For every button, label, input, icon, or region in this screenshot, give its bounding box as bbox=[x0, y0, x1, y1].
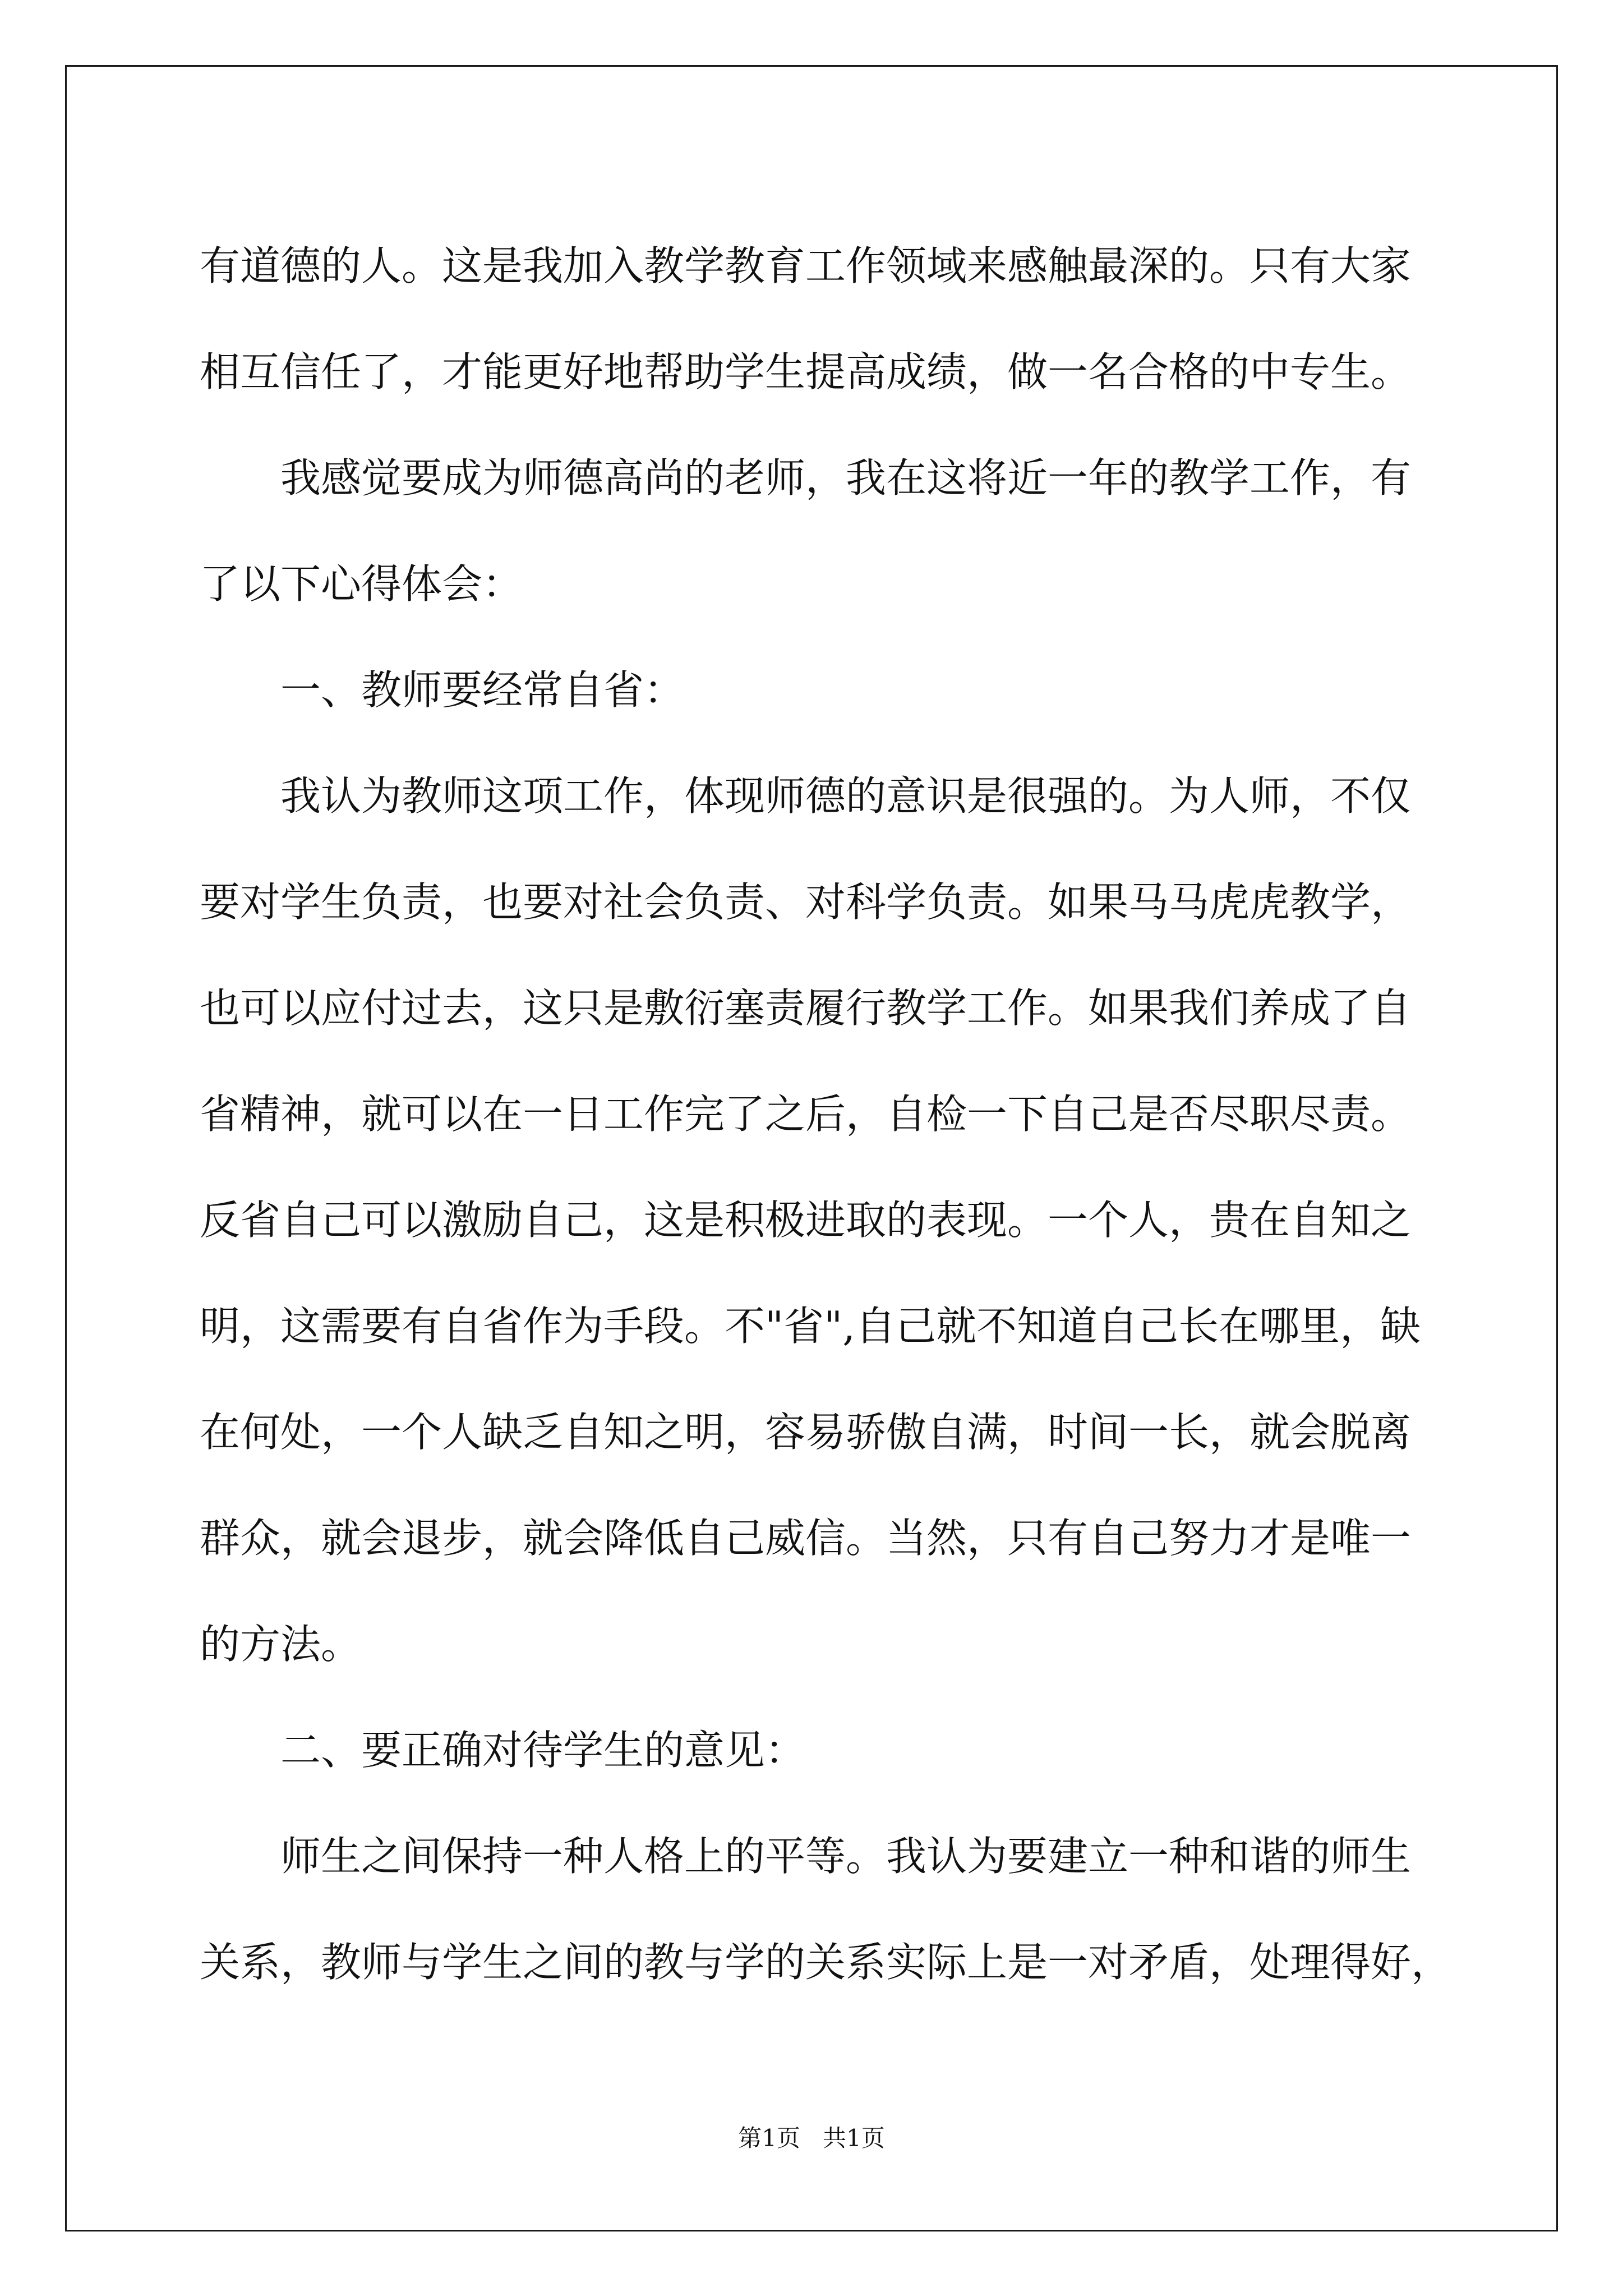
text-line: 的方法。 bbox=[200, 1621, 362, 1668]
document-body bbox=[200, 213, 1452, 2016]
section-heading: 二、要正确对待学生的意见： bbox=[280, 1727, 806, 1774]
text-line: 我感觉要成为师德高尚的老师，我在这将近一年的教学工作，有 bbox=[280, 454, 1412, 501]
text-line: 有道德的人。这是我加入教学教育工作领域来感触最深的。只有大家 bbox=[200, 242, 1412, 289]
page-total: 共1页 bbox=[823, 2124, 885, 2152]
text-line: 师生之间保持一种人格上的平等。我认为要建立一种和谐的师生 bbox=[280, 1833, 1412, 1880]
text-line: 明，这需要有自省作为手段。不"省",自己就不知道自己长在哪里，缺 bbox=[200, 1303, 1421, 1350]
page-footer bbox=[0, 2122, 1623, 2155]
text-line: 关系，教师与学生之间的教与学的关系实际上是一对矛盾，处理得好， bbox=[200, 1939, 1452, 1986]
section-heading: 一、教师要经常自省： bbox=[280, 666, 685, 714]
text-line: 群众，就会退步，就会降低自己威信。当然，只有自己努力才是唯一 bbox=[200, 1515, 1412, 1562]
text-line: 我认为教师这项工作，体现师德的意识是很强的。为人师，不仅 bbox=[280, 772, 1412, 820]
text-line: 也可以应付过去，这只是敷衍塞责履行教学工作。如果我们养成了自 bbox=[200, 984, 1412, 1032]
text-line: 反省自己可以激励自己，这是积极进取的表现。一个人，贵在自知之 bbox=[200, 1197, 1412, 1244]
text-line: 省精神，就可以在一日工作完了之后，自检一下自己是否尽职尽责。 bbox=[200, 1091, 1412, 1138]
text-line: 相互信任了，才能更好地帮助学生提高成绩，做一名合格的中专生。 bbox=[200, 348, 1412, 395]
page-number: 第1页 bbox=[738, 2124, 800, 2152]
text-line: 了以下心得体会： bbox=[200, 560, 523, 608]
text-line: 要对学生负责，也要对社会负责、对科学负责。如果马马虎虎教学， bbox=[200, 878, 1412, 926]
text-line: 在何处，一个人缺乏自知之明，容易骄傲自满，时间一长，就会脱离 bbox=[200, 1409, 1412, 1456]
